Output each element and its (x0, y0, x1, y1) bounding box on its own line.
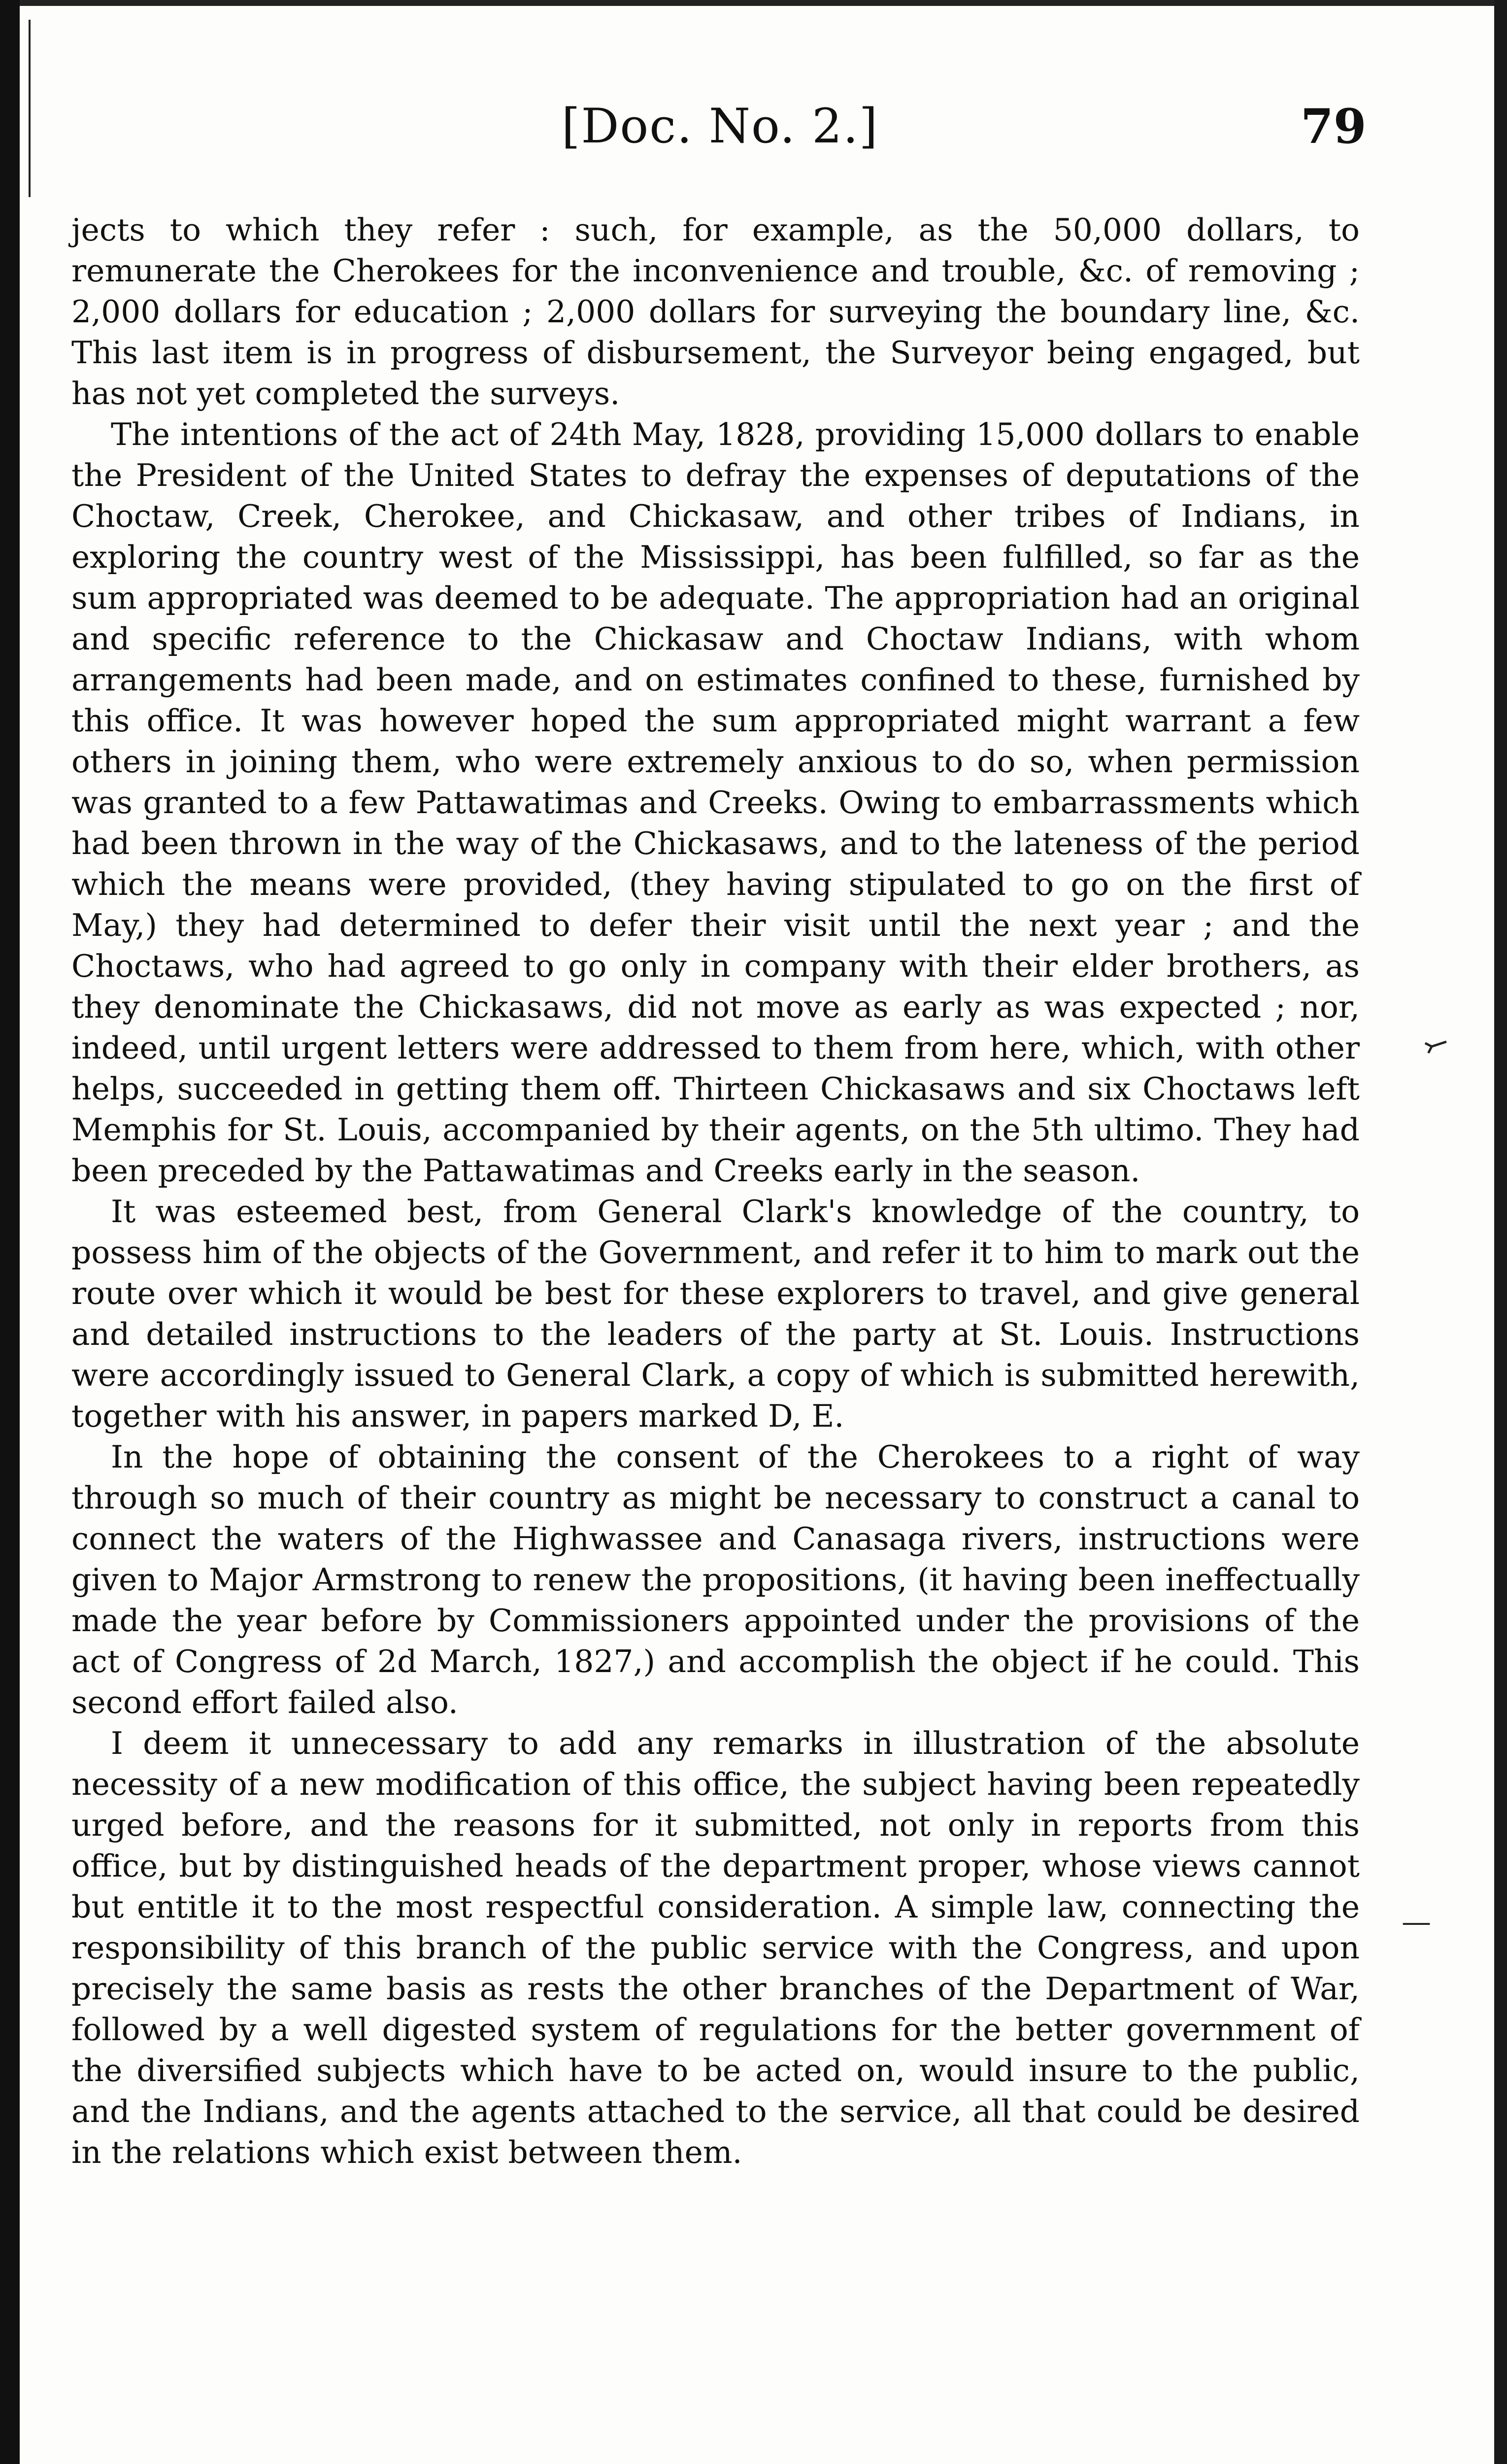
paragraph-5: I deem it unnecessary to add any remarks in illustration of the absolute necessity of a new modification of this office, the subject having been repeatedly urged before, and the reasons for it submitted, not only in reports from this office, but by distinguished heads of the department proper, whose views cannot but entitle it to the most respectful consideration. A simple law, connecting the responsibility of this branch of the public service with the Congress, and upon precisely the same basis as rests the other branches of the Department of War, followed by a well digested system of regulations for the better government of the diversified subjects which have to be acted on, would insure to the public, and the Indians, and the agents attached to the service, all that could be desired in the relations which exist between them. (71, 1725, 1360, 2170)
running-header (0, 99, 1507, 158)
page-number: 79 (1301, 99, 1367, 154)
scan-border-top (0, 0, 1507, 6)
paragraph-2: The intentions of the act of 24th May, 1828, providing 15,000 dollars to enable the President of the United States to defray the expenses of deputations of the Choctaw, Creek, Cherokee, and Chickasaw, and other tribes of Indians, in exploring the country west of the Mississippi, has been fulfilled, so far as the sum appropriated was deemed to be adequate. The appropriation had an original and specific reference to the Chickasaw and Choctaw Indians, with whom arrangements had been made, and on estimates confined to these, furnished by this office. It was however hoped the sum appropriated might warrant a few others in joining them, who were extremely anxious to do so, when permission was granted to a few Pattawatimas and Creeks. Owing to embarrassments which had been thrown in the way of the Chickasaws, and to the lateness of the period which the means were provided, (they having stipulated to go on the first of May,) they had determined to defer their visit until the next year ; and the Choctaws, who had agreed to go only in company with their elder brothers, as they denominate the Chickasaws, did not move as early as was expected ; nor, indeed, until urgent letters were addressed to them from here, which, with other helps, succeeded in getting them off. Thirteen Chickasaws and six Choctaws left Memphis for St. Louis, accompanied by their agents, on the 5th ultimo. They had been preceded by the Pattawatimas and Creeks early in the season. (71, 416, 1360, 1189)
margin-dash-icon: — (1402, 1905, 1431, 1939)
paragraph-1: jects to which they refer : such, for example, as the 50,000 dollars, to remunerate the Cherokees for the inconvenience and trouble, &c. of removing ; 2,000 dollars for education ; 2,000 dollars for surveying the boundary line, &c. This last item is in progress of disbursement, the Surveyor being engaged, but has not yet completed the surveys. (71, 212, 1360, 411)
scan-border-left (0, 0, 20, 2464)
document-title: [Doc. No. 2.] (562, 99, 879, 154)
margin-arrow-icon: ⤚ (1419, 1024, 1453, 1065)
body-text (71, 209, 1360, 2173)
paragraph-4: In the hope of obtaining the consent of the Cherokees to a right of way through so much of their country as might be necessary to construct a canal to connect the waters of the Highwassee and Canasaga rivers, instructions were given to Major Armstrong to renew the propositions, (it having been ineffectually made the year before by Commissioners appointed under the provisions of the act of Congress of 2d March, 1827,) and accomplish the object if he could. This second effort failed also. (71, 1439, 1360, 1720)
scan-border-right (1494, 0, 1507, 2464)
paragraph-3: It was esteemed best, from General Clark's knowledge of the country, to possess him of the objects of the Government, and refer it to him to mark out the route over which it would be best for these explorers to travel, and give general and detailed instructions to the leaders of the party at St. Louis. Instructions were accordingly issued to General Clark, a copy of which is submitted herewith, together with his answer, in papers marked D, E. (71, 1194, 1360, 1434)
